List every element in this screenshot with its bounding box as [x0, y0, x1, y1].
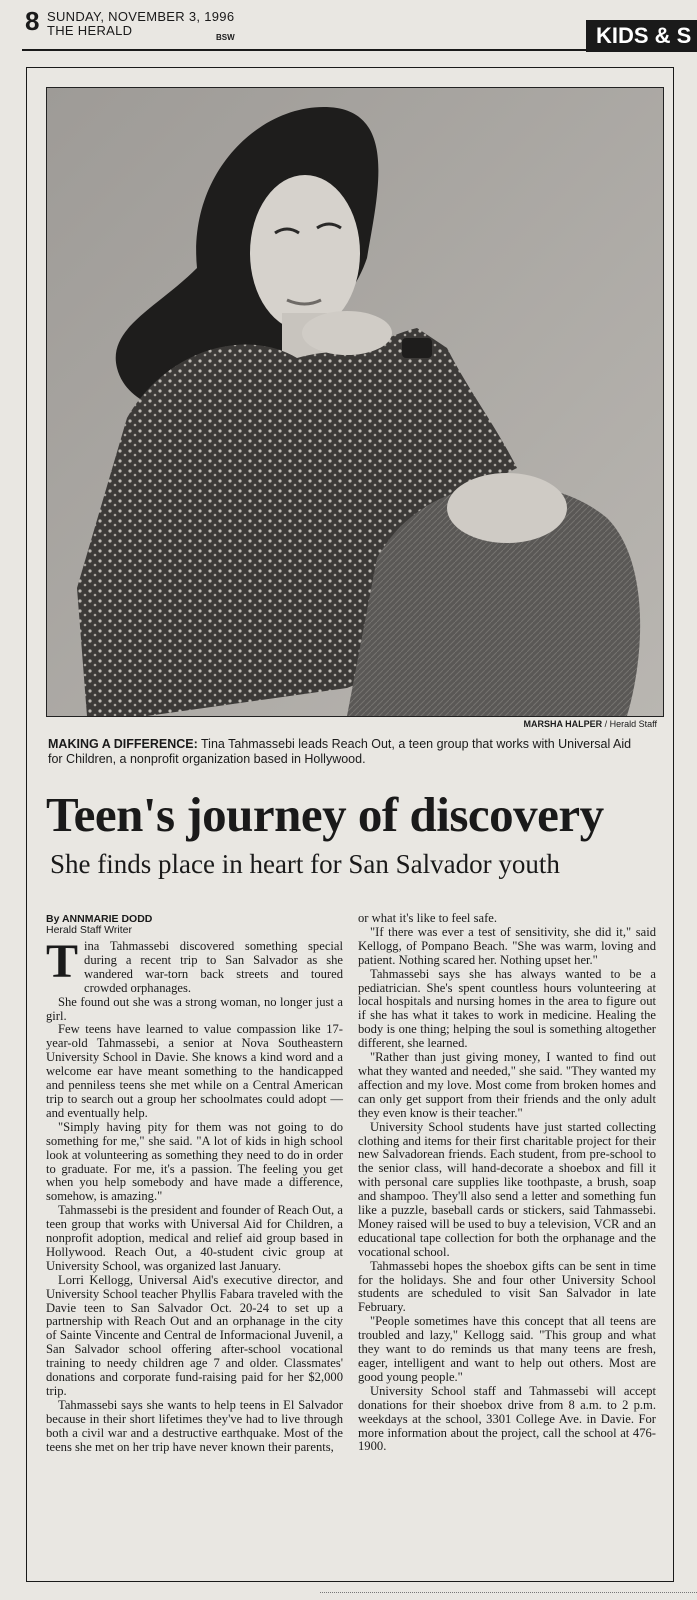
paragraph: Few teens have learned to value compassion like 17-year-old Tahmassebi, a senior at Nova Southeastern University School in Davie. She knows a kind word and a welcome ear have meant something to the handicapped and penniless teens she met while on a Central American trip to search out a group her schoolmates could adopt — and eventually help.: [46, 1022, 343, 1120]
subheadline: She finds place in heart for San Salvador youth: [50, 849, 560, 879]
byline: By ANNMARIE DODD: [46, 913, 153, 925]
article-column-1: [46, 935, 343, 1455]
masthead-rule: [22, 49, 586, 51]
paragraph: "Simply having pity for them was not going to do something for me," she said. "A lot of kids in high school look at volunteering as something they need to do in order to graduate. For me, it's a passion. The feeling you get when you help somebody and have made a difference, somehow, is amazing.": [46, 1119, 343, 1204]
paragraph: Tahmassebi says she has always wanted to be a pediatrician. She's spent countless hours volunteering at local hospitals and nursing homes in the area to figure out if she has what it takes to work in medicine. Healing the body is one thing; helping the soul is something altogether different, she learned.: [358, 966, 656, 1051]
caption-lead: MAKING A DIFFERENCE:: [48, 737, 198, 751]
edition-code: BSW: [216, 33, 235, 42]
publication-name: THE HERALD: [47, 23, 133, 38]
photo-portrait-image: [47, 88, 663, 716]
paragraph: University School students have just started collecting clothing and items for their first charitable project for their new Salvadorean friends. Each student, from pre-school to the senior class, will hand-decorate a shoebox and fill it with personal care supplies like toothpaste, a brush, soap and shampoo. They'll also send a letter and something fun like a puzzle, baseball cards or stickers, said Tahmassebi. Money raised will be used to buy a television, VCR and an educational tape collection for both the orphanage and the vocational school.: [358, 1119, 656, 1259]
paragraph: "Rather than just giving money, I wanted to find out what they wanted and needed," she said. "They wanted my affection and my love. Most come from broken homes and can only get support from their friends and the only adult they even know is their teacher.": [358, 1050, 656, 1120]
publication-date: SUNDAY, NOVEMBER 3, 1996: [47, 9, 235, 24]
article-photo: [46, 87, 664, 717]
headline: Teen's journey of discovery: [46, 787, 604, 842]
article-column-2: [358, 912, 656, 1454]
dateline: [47, 10, 234, 38]
bottom-divider: [320, 1592, 697, 1594]
section-tab: KIDS & S: [586, 20, 697, 52]
paragraph: Tahmassebi hopes the shoebox gifts can be sent in time for the holidays. She and four other University School students are scheduled to visit San Salvador in late February.: [358, 1258, 656, 1315]
paragraph: Tina Tahmassebi discovered something special during a recent trip to San Salvador as she wandered war-torn back streets and toured crowded orphanages.: [46, 935, 343, 995]
paragraph: She found out she was a strong woman, no longer just a girl.: [46, 994, 343, 1023]
photo-caption: [48, 737, 648, 767]
paragraph: Tahmassebi is the president and founder of Reach Out, a teen group that works with Universal Aid for Children, a nonprofit adoption, medical and relief aid group based in Hollywood. Reach Out, a 40-student civic group at University School, was organized last January.: [46, 1203, 343, 1273]
photo-credit: [523, 719, 657, 729]
paragraph: or what it's like to feel safe.: [358, 911, 498, 925]
paragraph: Lorri Kellogg, Universal Aid's executive director, and University School teacher Phyllis Fabara traveled with the Davie teen to San Salvador Oct. 20-24 to set up a partnership with Reach Out and an orphanage in the city of Sainte Vincente and Central de Informacional Juvenil, a San Salvador school offering after-school vocational training to needy children age 7 and older. Classmates' donations and corporate fund-raising paid for her $2,000 trip.: [46, 1272, 343, 1398]
photo-credit-name: MARSHA HALPER: [523, 719, 603, 729]
paragraph: Tahmassebi says she wants to help teens in El Salvador because in their short lifetimes they've had to live through both a civil war and a destructive earthquake. Most of the teens she met on her trip have never known their parents,: [46, 1397, 343, 1454]
paragraph: "If there was ever a test of sensitivity, she did it," said Kellogg, of Pompano Beach. "She was warm, loving and patient. Nothing scared her. Nothing upset her.": [358, 924, 656, 967]
page-number: 8: [25, 6, 40, 36]
paragraph: University School staff and Tahmassebi will accept donations for their shoebox drive from 8 a.m. to 2 p.m. weekdays at the school, 3301 College Ave. in Davie. For more information about the project, call the school at 476-1900.: [358, 1383, 656, 1454]
byline-role: Herald Staff Writer: [46, 924, 132, 936]
caption-text: Tina Tahmassebi leads Reach Out, a teen group that works with Universal Aid for Children, a nonprofit organization based in Hollywood.: [48, 737, 632, 766]
photo-credit-role: / Herald Staff: [602, 719, 657, 729]
paragraph: "People sometimes have this concept that all teens are troubled and lazy," Kellogg said. "This group and what they want to do reminds us that many teens are fresh, eager, intelligent and want to help out others. Most are good young people.": [358, 1314, 656, 1384]
drop-cap: T: [46, 935, 79, 988]
